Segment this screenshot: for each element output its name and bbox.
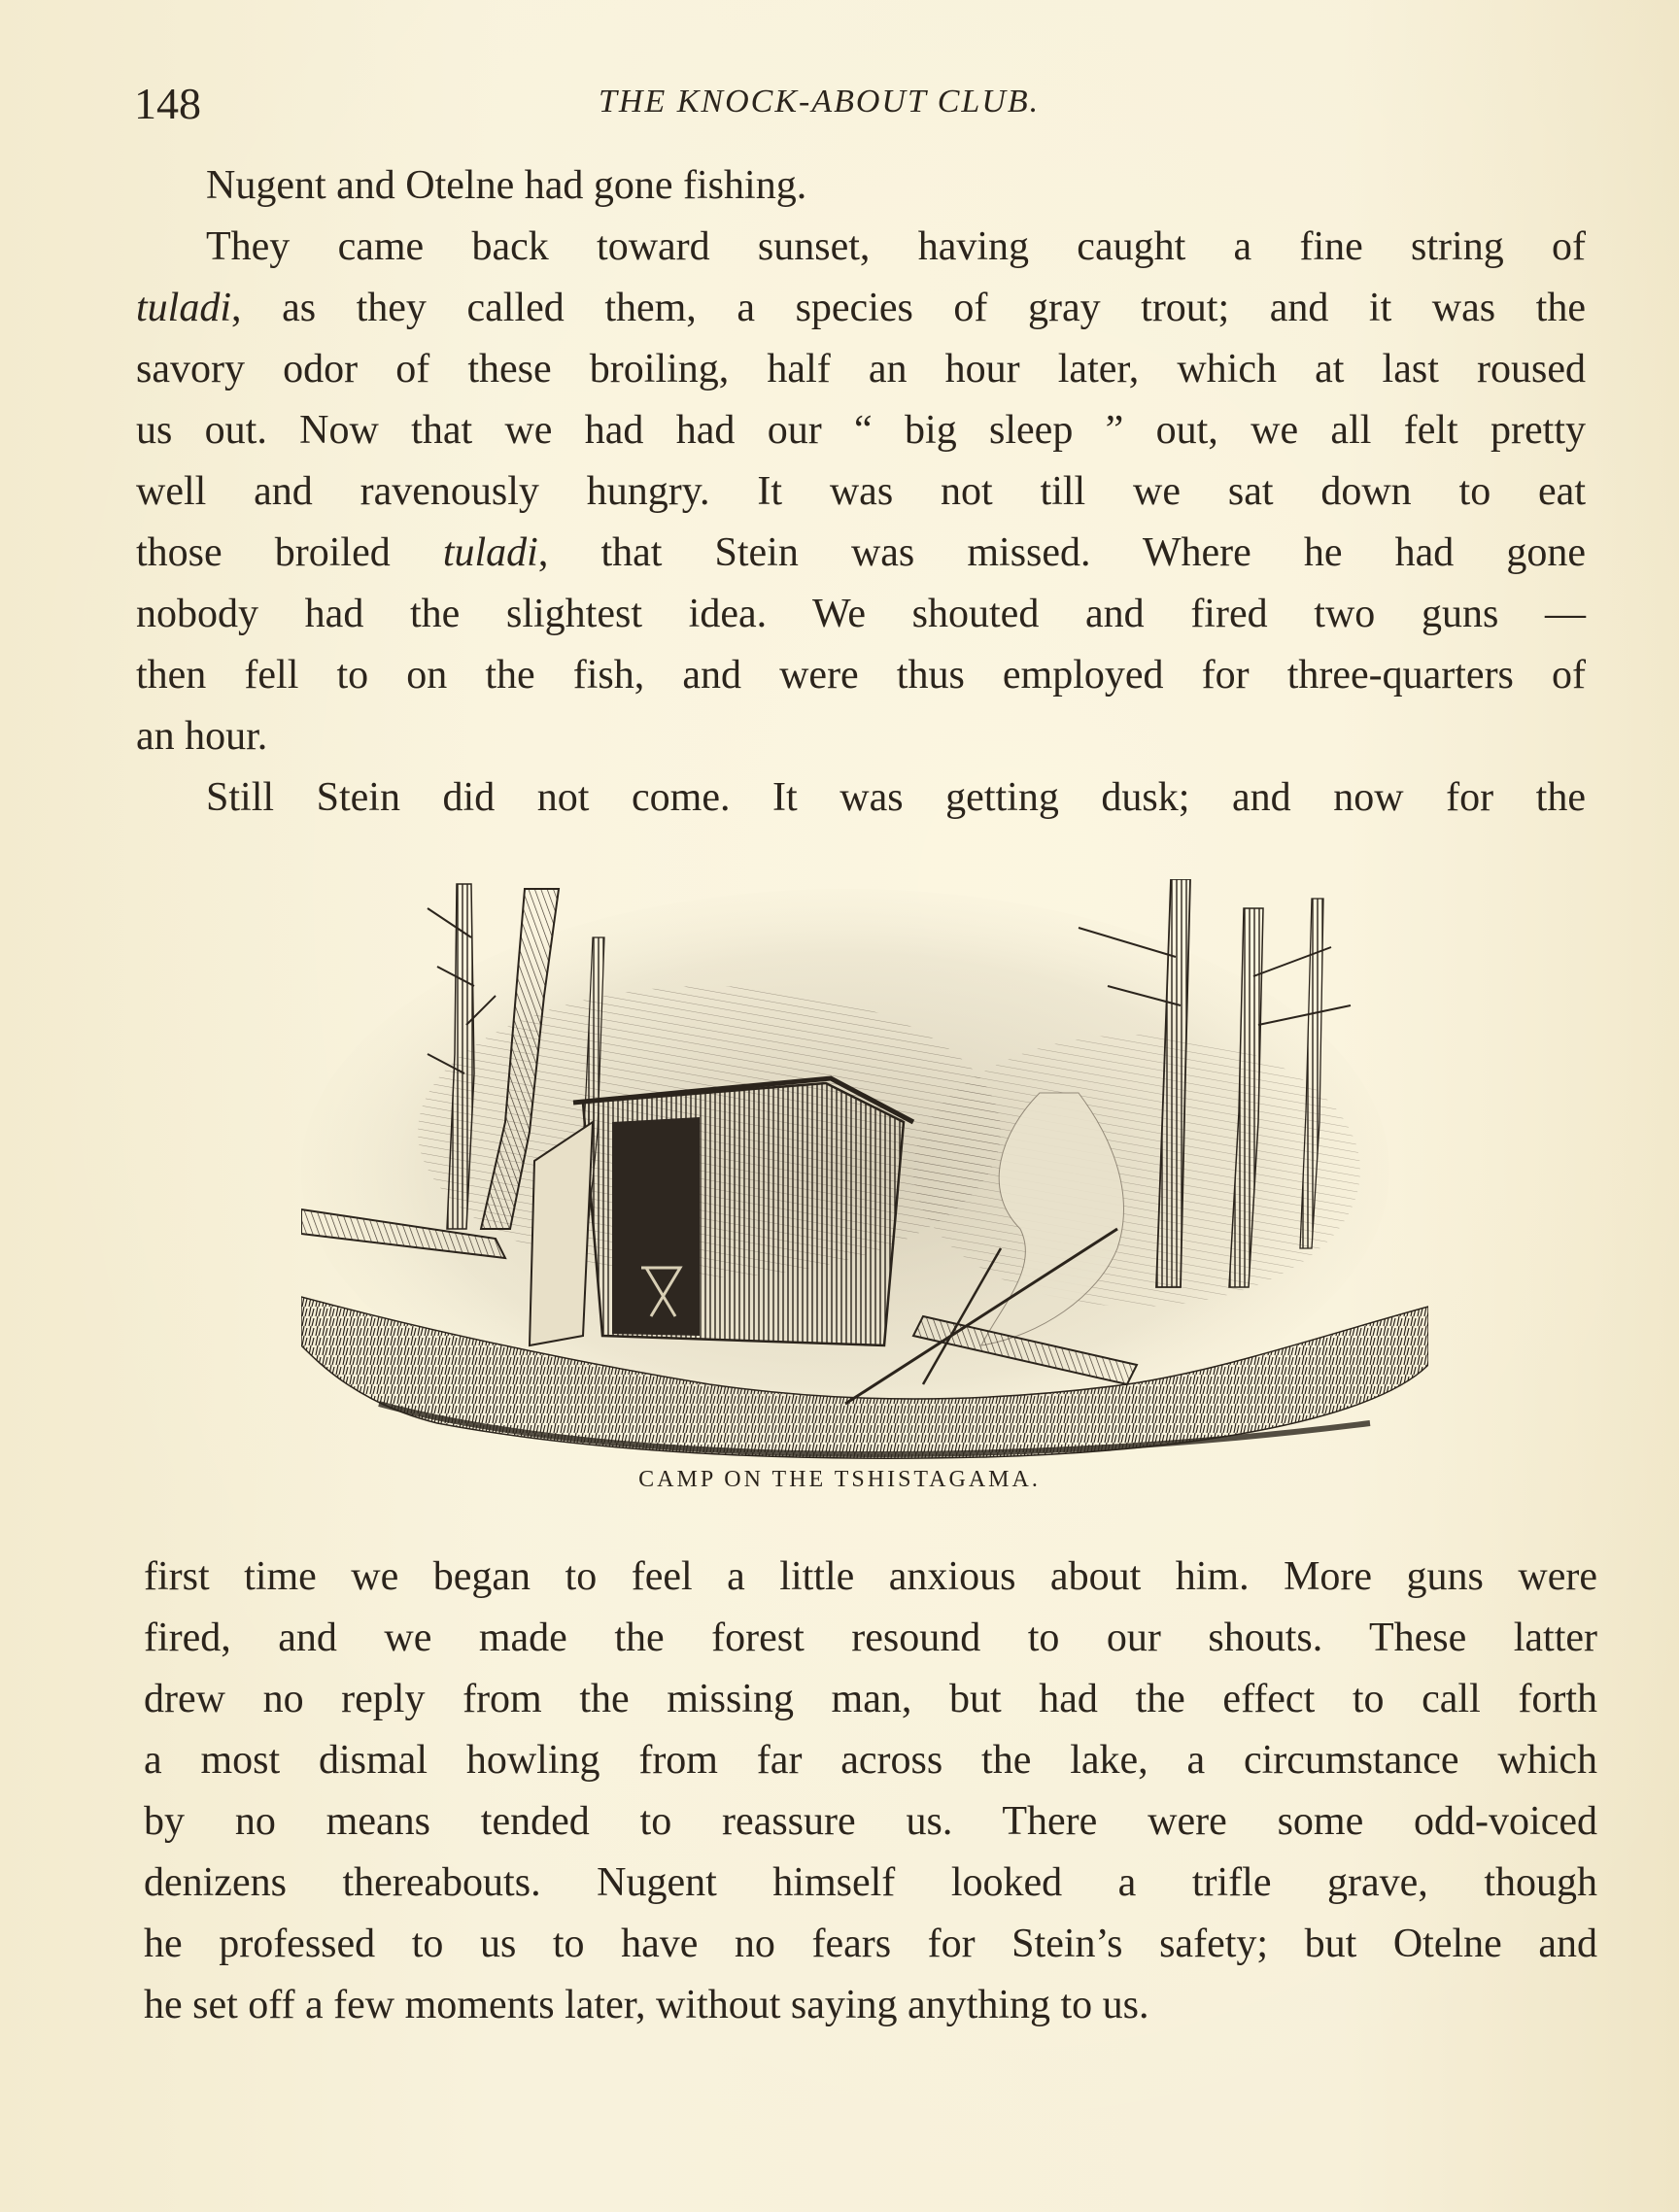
text-line: denizens thereabouts. Nugent himself looked a trifle grave, though xyxy=(144,1860,1597,1905)
text-line: us out. Now that we had had our “ big sleep ” out, we all felt pretty xyxy=(136,408,1586,453)
text-line: Still Stein did not come. It was getting dusk; and now for the xyxy=(206,775,1586,820)
figure-caption: CAMP ON THE TSHISTAGAMA. xyxy=(638,1467,1041,1492)
text-line: he professed to us to have no fears for Stein’s safety; but Otelne and xyxy=(144,1922,1597,1966)
text-line: a most dismal howling from far across the lake, a circumstance which xyxy=(144,1738,1597,1783)
text-line: then fell to on the fish, and were thus employed for three-quarters of xyxy=(136,653,1586,698)
text-line: Nugent and Otelne had gone fishing. xyxy=(206,163,807,208)
body-text-bottom xyxy=(144,1547,1597,2036)
text-span: , that Stein was missed. Where he had gone xyxy=(537,530,1586,575)
text-line: an hour. xyxy=(136,714,268,759)
engraving-camp-illustration xyxy=(301,879,1428,1462)
italic-word: tuladi xyxy=(442,530,538,575)
page-number: 148 xyxy=(134,79,201,128)
text-line: They came back toward sunset, having caught a fine string of xyxy=(206,224,1586,269)
text-line: he set off a few moments later, without saying anything to us. xyxy=(144,1983,1149,2027)
text-line: first time we began to feel a little anxious about him. More guns were xyxy=(144,1554,1597,1599)
text-line: by no means tended to reassure us. There were some odd-voiced xyxy=(144,1799,1597,1844)
cloud-hatching xyxy=(913,1035,1360,1307)
text-line: savory odor of these broiling, half an hour later, which at last roused xyxy=(136,347,1586,391)
text-span: those broiled xyxy=(136,530,443,575)
text-line xyxy=(136,523,1586,584)
engraving-svg xyxy=(301,879,1428,1462)
body-text-top xyxy=(136,155,1586,829)
running-title: THE KNOCK-ABOUT CLUB. xyxy=(599,84,1041,119)
text-line xyxy=(136,278,1586,339)
text-line: well and ravenously hungry. It was not till we sat down to eat xyxy=(136,469,1586,514)
italic-word: tuladi xyxy=(136,286,232,330)
running-head xyxy=(134,78,1164,136)
text-line: nobody had the slightest idea. We shouted and fired two guns — xyxy=(136,592,1586,636)
text-line: drew no reply from the missing man, but had the effect to call forth xyxy=(144,1677,1597,1721)
text-span: , as they called them, a species of gray trout; and it was the xyxy=(231,286,1586,330)
hut-doorway xyxy=(612,1117,700,1336)
text-line: fired, and we made the forest resound to our shouts. These latter xyxy=(144,1616,1597,1660)
